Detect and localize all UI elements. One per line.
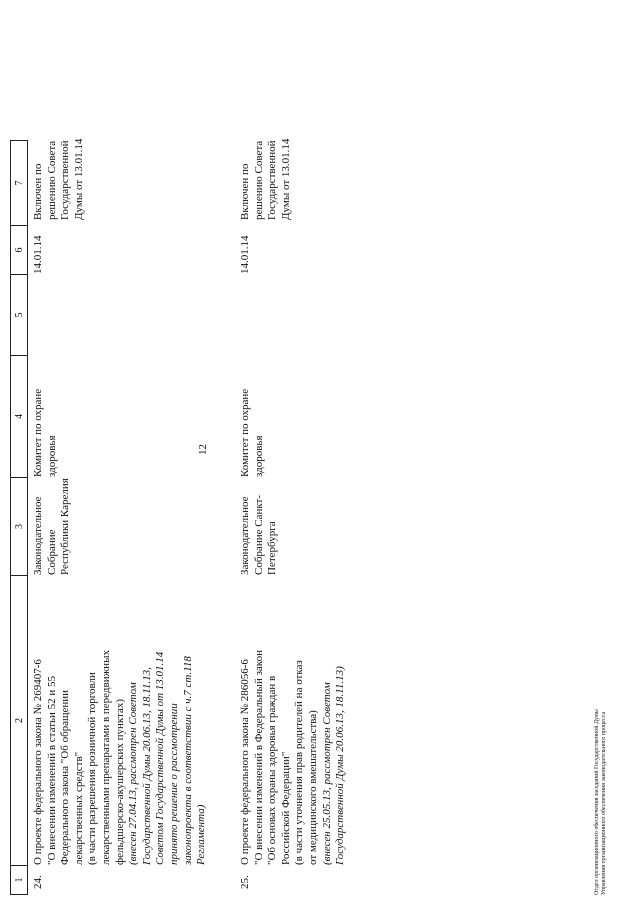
bill-description	[32, 575, 209, 865]
date: 14.01.14	[32, 235, 44, 274]
column-header: 4	[10, 355, 28, 477]
text-line: Петербурга	[266, 521, 279, 575]
text-line: Включен по	[32, 163, 44, 220]
row-number: 25.	[239, 875, 251, 889]
text-line: Комитет по охране	[32, 388, 44, 477]
text-line: О проекте федерального закона № 286056-6	[239, 659, 251, 865]
text-line: здоровья	[45, 435, 58, 477]
text-line: Регламента)	[195, 804, 208, 865]
text-line: решению Совета	[252, 140, 265, 220]
footer	[594, 709, 608, 895]
committee	[32, 355, 59, 477]
column-header: 6	[10, 225, 28, 274]
text-line: Республики Карелия	[59, 478, 72, 575]
text-line: Включен по	[239, 163, 251, 220]
text-line: (в части разрешения розничной торговли	[86, 672, 99, 865]
text-line: здоровья	[252, 435, 265, 477]
text-line: Государственной	[59, 140, 72, 220]
initiator	[32, 477, 73, 575]
text-line: О проекте федерального закона № 269407-6	[32, 659, 44, 865]
text-line: Собрание Санкт-	[252, 495, 265, 575]
footer-line: Отдел организационного обеспечения заседаний Государственной Думы	[594, 709, 600, 895]
text-line: лекарственных средств"	[72, 751, 85, 865]
text-line: "О внесении изменений в статьи 52 и 55	[45, 675, 58, 865]
text-line: "О внесении изменений в Федеральный закон	[252, 650, 265, 865]
committee	[239, 355, 266, 477]
text-line: Советом Государственной Думы от 13.01.14	[154, 651, 167, 865]
text-line: решению Совета	[45, 140, 58, 220]
text-line: фельдшерско-акушерских пунктах)	[113, 698, 126, 865]
page-number: 12	[197, 444, 209, 455]
text-line: Российской Федерации"	[279, 751, 292, 865]
date: 14.01.14	[239, 235, 251, 274]
text-line: Законодательное	[32, 496, 44, 575]
text-line: Думы от 13.01.14	[279, 138, 292, 220]
column-header: 1	[10, 865, 28, 895]
row-number: 24.	[32, 875, 44, 889]
column-header: 3	[10, 477, 28, 575]
text-line: Законодательное	[239, 496, 251, 575]
text-line: законопроекта в соответствии с ч.7 ст.118	[181, 656, 194, 865]
footer-line: Управления организационного обеспечения законодательного процесса	[601, 711, 607, 895]
column-header: 7	[10, 140, 28, 225]
text-line: Собрание	[45, 529, 58, 575]
text-line: лекарственными препаратами в передвижных	[99, 650, 112, 865]
text-line: от медицинского вмешательства)	[306, 710, 319, 865]
text-line: (в части уточнения прав родителей на отказ	[293, 660, 306, 865]
bill-description	[239, 575, 348, 865]
text-line: "Об основах охраны здоровья граждан в	[266, 675, 279, 865]
text-line: (внесен 25.05.13, рассмотрен Советом	[320, 682, 333, 865]
status-note	[32, 135, 86, 220]
text-line: Государственной Думы 20.06.13, 18.11.13)	[334, 666, 347, 865]
status-note	[239, 135, 293, 220]
text-line: Государственной	[266, 140, 279, 220]
text-line: Думы от 13.01.14	[72, 138, 85, 220]
text-line: Комитет по охране	[239, 388, 251, 477]
text-line: Федерального закона "Об обращении	[59, 689, 72, 865]
text-line: Государственной Думы 20.06.13, 18.11.13,	[140, 667, 153, 865]
column-header: 2	[10, 575, 28, 865]
column-header: 5	[10, 274, 28, 355]
text-line: (внесен 27.04.13, рассмотрен Советом	[127, 682, 140, 865]
text-line: принято решение о рассмотрении	[167, 703, 180, 865]
document-page	[10, 5, 610, 895]
initiator	[239, 477, 280, 575]
